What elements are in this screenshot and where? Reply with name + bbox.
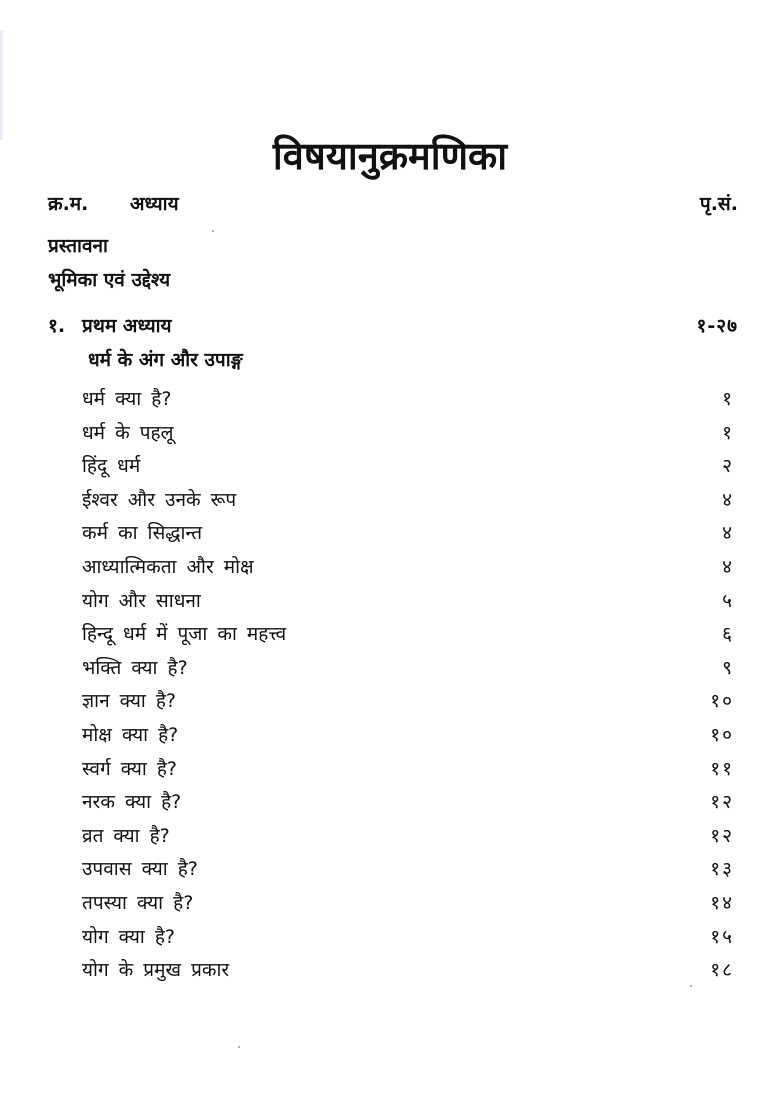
toc-entry: [82, 653, 734, 687]
entry-title: आध्यात्मिकता और मोक्ष: [82, 555, 254, 578]
page-number-header: पृ.सं.: [699, 193, 738, 215]
entry-page-number: ६: [722, 623, 734, 646]
entry-title: स्वर्ग क्या है?: [82, 757, 178, 780]
entry-page-number: १२: [710, 791, 734, 814]
toc-entry: [82, 518, 734, 552]
entry-page-number: १५: [710, 925, 734, 948]
entry-title: योग के प्रमुख प्रकार: [82, 959, 230, 982]
chapter-page-range: १-२७: [696, 315, 738, 337]
toc-entry: [82, 720, 734, 754]
chapter-header: अध्याय: [130, 193, 179, 215]
entry-page-number: १०: [710, 690, 734, 713]
entry-page-number: ५: [722, 589, 734, 612]
entry-title: ज्ञान क्या है?: [82, 690, 177, 713]
entry-title: योग और साधना: [82, 589, 201, 612]
entry-page-number: १८: [710, 959, 734, 982]
entry-title: धर्म के पहलू: [82, 421, 174, 444]
toc-entry: [82, 754, 734, 788]
entry-title: धर्म क्या है?: [82, 388, 172, 410]
toc-entry: [82, 686, 734, 720]
toc-entry: [82, 384, 734, 418]
page-title: विषयानुक्रमणिका: [272, 134, 508, 178]
toc-header-row: [48, 190, 738, 220]
entry-title: तपस्या क्या है?: [82, 891, 194, 914]
entry-page-number: ४: [722, 488, 734, 511]
chapter-number: १.: [48, 315, 66, 337]
entry-title: व्रत क्या है?: [82, 824, 170, 847]
toc-entry-list: [82, 384, 734, 989]
toc-entry: [82, 485, 734, 519]
scan-speck: [212, 230, 214, 232]
entry-page-number: १३: [710, 858, 734, 881]
entry-page-number: २: [722, 455, 734, 478]
scan-speck: [690, 985, 692, 987]
toc-entry: [82, 888, 734, 922]
chapter-heading-row: [48, 312, 738, 342]
entry-page-number: १: [722, 388, 734, 410]
entry-title: ईश्वर और उनके रूप: [82, 488, 237, 511]
entry-page-number: ९: [722, 656, 734, 679]
serial-number-header: क्र.म.: [48, 193, 89, 215]
entry-title: मोक्ष क्या है?: [82, 723, 179, 746]
toc-entry: [82, 821, 734, 855]
scan-edge-shadow: [0, 30, 5, 140]
toc-entry: [82, 854, 734, 888]
chapter-subtitle: धर्म के अंग और उपाङ्ग: [88, 349, 243, 371]
entry-title: उपवास क्या है?: [82, 858, 198, 881]
entry-title: योग क्या है?: [82, 925, 175, 948]
entry-page-number: १२: [710, 824, 734, 847]
toc-entry: [82, 451, 734, 485]
entry-page-number: १: [722, 421, 734, 444]
toc-entry: [82, 552, 734, 586]
toc-entry: [82, 955, 734, 989]
entry-title: नरक क्या है?: [82, 791, 182, 814]
entry-page-number: ४: [722, 555, 734, 578]
entry-page-number: ४: [722, 522, 734, 545]
toc-entry: [82, 787, 734, 821]
front-matter-introduction: भूमिका एवं उद्देश्य: [48, 269, 171, 291]
entry-page-number: ११: [710, 757, 734, 780]
scan-speck: [238, 1046, 240, 1048]
entry-title: भक्ति क्या है?: [82, 656, 188, 679]
entry-title: हिन्दू धर्म में पूजा का महत्त्व: [82, 623, 287, 646]
entry-title: हिंदू धर्म: [82, 455, 141, 478]
toc-entry: [82, 586, 734, 620]
toc-entry: [82, 418, 734, 452]
entry-title: कर्म का सिद्धान्त: [82, 522, 203, 545]
entry-page-number: १४: [710, 891, 734, 914]
toc-entry: [82, 619, 734, 653]
entry-page-number: १०: [710, 723, 734, 746]
chapter-title: प्रथम अध्याय: [82, 315, 172, 337]
front-matter-preface: प्रस्तावना: [48, 235, 108, 257]
toc-entry: [82, 922, 734, 956]
